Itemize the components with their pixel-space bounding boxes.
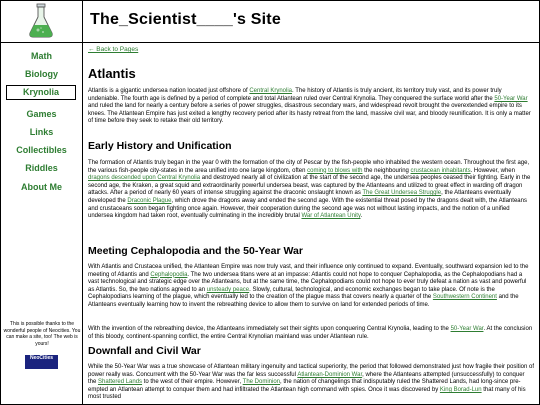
link-central-krynolia[interactable]: Central Krynolia	[249, 88, 293, 94]
text-run: . The history of Atlantis is truly ancient, its territory truly vast, and its power truly undeniable. The fourth age is defined by a period of complete and total Atlantean ruled over Central Krynolia. They conquered the surface world after the	[88, 88, 502, 102]
neocities-badge[interactable]: NeoCities	[25, 355, 58, 369]
nav-item-math[interactable]: Math	[31, 51, 52, 61]
text-run: , which drove the dragons away and ended the second age. With the existential threat posed by the dragons dealt with, the Atlanteans and crustaceans soon began fighting once again. However, their cooperation during the second age was not without lasting impacts, and the notion of a unified undersea kingdom had taken root, eventually culminating in the incredibly brutal	[88, 197, 527, 220]
text-run: and the Atlanteans eventually learning how to invent the rebreathing device to allow them to survive on land for extended periods of time.	[88, 294, 519, 308]
nav-item-about-me[interactable]: About Me	[21, 182, 62, 192]
text-run: to the west of their empire. However,	[142, 379, 243, 386]
cephalopodia-paragraph	[88, 264, 534, 310]
nav-item-biology[interactable]: Biology	[25, 69, 58, 79]
text-run: and destroyed nearly all of civilization at the start of the second age, the undersea peoples ceased their fighting. Early in the second age, the Kraken, a great squid and extraordinarily powerful undersea beast, was captured by the Atlanteans and utilized to great effect in warding off dragon attacks. After a period of nearly 60 years of intense struggling against the draconic onslaught known as	[88, 175, 531, 197]
link-50-year-war[interactable]: 50-Year War	[494, 95, 528, 102]
site-title: The_Scientist____'s Site	[90, 11, 281, 28]
link-draconic-plague[interactable]: Draconic Plague	[127, 197, 172, 204]
link-the-dominion[interactable]: The Dominion	[242, 379, 281, 386]
link-war-of-atlantean-unity[interactable]: War of Atlantean Unity	[301, 213, 361, 220]
text-run: that many of his most trusted	[88, 386, 526, 401]
text-run: , where the Atlanteans attempted (unsuccessfully) to conquer the	[88, 371, 525, 386]
text-run: While the 50-Year War was a true showcase of Atlantean military ingenuity and tactical superiority, the period that followed demonstrated just how fragile their position of power really was. Concurrent with the 50-Year War was the far less successful	[88, 364, 534, 378]
text-run: . At the conclusion of this bloody, continent-spanning conflict, the entire Central Krynolian mainland was under Atlantean rule.	[88, 326, 533, 340]
logo-cell[interactable]	[0, 0, 83, 43]
link-cephalopodia[interactable]: Cephalopodia	[150, 271, 188, 278]
link-great-undersea-struggle[interactable]: The Great Undersea Struggle	[362, 190, 442, 197]
text-run: .	[360, 213, 363, 220]
nav-item-collectibles[interactable]: Collectibles	[16, 145, 67, 155]
back-to-pages-link[interactable]: ← Back to Pages	[88, 46, 139, 53]
text-run: the neighbouring	[362, 167, 411, 174]
neocities-credit-text: This is possible thanks to the wonderful people of Neocities. You can make a site, too! The web is yours!	[3, 321, 81, 347]
text-run: and ruled the land for nearly a century before a series of power struggles, disastrous secondary wars, and widespread revolt brought the overextended empire to its knees. The Atlantean Empire has just exited a lengthy recovery period after its hasty retreat from the land, massive civil war, and bloody reunification. It is only a matter of time before they seek to retake their old territory.	[88, 103, 531, 125]
early-history-paragraph	[88, 160, 534, 221]
sidebar-nav	[0, 43, 83, 405]
rebreathing-paragraph	[88, 326, 534, 341]
text-run: , the Atlanteans eventually developed the	[88, 190, 512, 204]
link-atlantean-dominion-war[interactable]: Atlantean-Dominion War	[297, 371, 363, 378]
text-run: , the nation of changelings that indisputably ruled the Shattered Lands, had long-since pre-empted an Atlantean attempt to conquer them and had infiltrated the Atlantean high command with spies. Once it was discovered by	[88, 379, 521, 393]
section-heading-downfall: Downfall and Civil War	[88, 345, 201, 357]
main-content	[88, 43, 534, 405]
link-unsteady-peace[interactable]: unsteady peace	[206, 286, 250, 293]
text-run: The formation of Atlantis truly began in the year 0 with the formation of the city of Pescar by the fish-people who inhabited the western ocean. Throughout the first age, the various fish-people city-states in the area unified into one large kingdom, often	[88, 160, 530, 174]
link-shattered-lands[interactable]: Shattered Lands	[98, 379, 143, 386]
nav-item-krynolia[interactable]: Krynolia	[6, 85, 76, 100]
link-southwestern-continent[interactable]: Southwestern Continent	[432, 294, 497, 301]
flask-icon[interactable]	[27, 3, 55, 40]
text-run: Atlantis is a gigantic undersea nation located just offshore of	[88, 88, 250, 94]
nav-item-games[interactable]: Games	[26, 109, 57, 119]
nav-item-links[interactable]: Links	[29, 127, 54, 137]
link-coming-to-blows[interactable]: coming to blows with	[307, 167, 363, 174]
page-title: Atlantis	[88, 66, 136, 81]
nav-item-riddles[interactable]: Riddles	[25, 163, 58, 173]
link-king-borad-lun[interactable]: King Borad-Lun	[439, 386, 482, 393]
text-run: With Atlantis and Crustacea unified, the Atlantean Empire was now truly vast, and their influence only continued to expand. Eventually, southward expansion led to the meeting of Atlantis and	[88, 264, 529, 278]
section-heading-cephalopodia: Meeting Cephalopodia and the 50-Year War	[88, 245, 303, 257]
section-heading-early-history: Early History and Unification	[88, 140, 232, 152]
intro-paragraph	[88, 88, 534, 126]
text-run: . However, when	[470, 167, 515, 174]
link-50-year-war-2[interactable]: 50-Year War	[450, 326, 484, 332]
link-dragons-descended[interactable]: dragons descended upon Central Krynolia	[88, 175, 201, 182]
text-run: . Slowly, cultural, technological, and economic exchanges began to take place. Of note is the Cephalopodians learning of the plague, which eventually led to the creation of the plague mass that covers nearly a quarter of the	[88, 286, 495, 301]
downfall-paragraph	[88, 364, 534, 402]
link-crustacean-inhabitants[interactable]: crustacean inhabitants	[410, 167, 471, 174]
site-header	[0, 0, 540, 43]
text-run: . The two undersea titans were at an impasse: Atlantis could not hope to conquer Cephalopodia, as the Cephalopodians had a vast technological and strategic edge over the Atlanteans, but at the same time, the Cephalopodians could not hope to ever truly defeat a nation as vast and powerful as Atlantis. So, the two nations agreed to an	[88, 271, 527, 293]
text-run: With the invention of the rebreathing device, the Atlanteans immediately set their sights upon conquering Central Krynolia, leading to the	[88, 326, 451, 332]
